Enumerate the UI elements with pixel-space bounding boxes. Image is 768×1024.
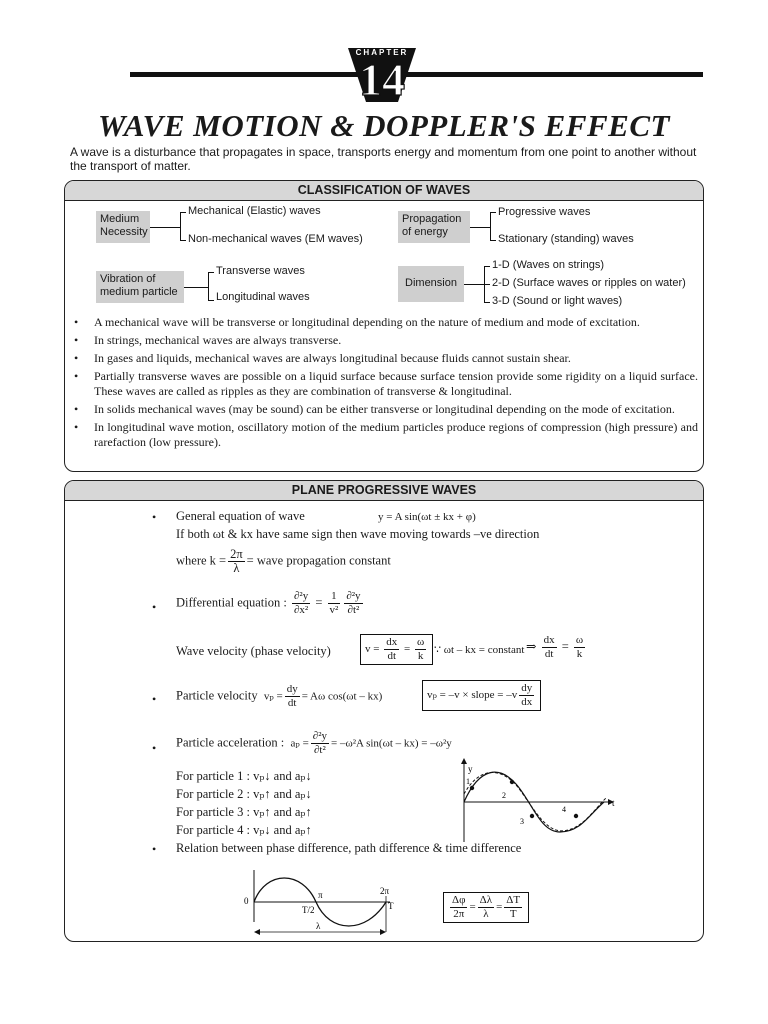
- graph-y-label: y: [468, 764, 473, 774]
- chapter-number: 14: [359, 54, 405, 105]
- particle-3-state: For particle 3 : vₚ↑ and aₚ↑: [176, 805, 312, 819]
- list-item: • In strings, mechanical waves are always transverse.: [70, 333, 698, 348]
- classification-heading: CLASSIFICATION OF WAVES: [65, 181, 703, 201]
- wave-velocity-label: Wave velocity (phase velocity): [176, 644, 331, 658]
- list-item: • In longitudinal wave motion, oscillatory motion of the medium particles produce regions of compression (high pressure) and rarefaction (low pressure).: [70, 420, 698, 450]
- non-mechanical-waves-label: Non-mechanical waves (EM waves): [188, 233, 363, 245]
- stationary-waves-label: Stationary (standing) waves: [498, 233, 634, 245]
- particle-2-state: For particle 2 : vₚ↑ and aₚ↓: [176, 787, 312, 801]
- k-definition: where k = $\frac{2\pi}{\lambda}$ = wave propagation constant: [176, 547, 391, 575]
- dimension-label: Dimension: [398, 266, 464, 302]
- medium-necessity-label: Medium Necessity: [96, 211, 150, 243]
- relation-box: $\frac{\Delta\varphi}{2\pi}$ = $\frac{\Delta\lambda}{\lambda}$ = $\frac{\Delta T}{T}$: [443, 892, 529, 923]
- list-item: • In gases and liquids, mechanical waves are always longitudinal because fluids cannot sustain shear.: [70, 351, 698, 366]
- relation-label: Relation between phase difference, path difference & time difference: [176, 841, 522, 855]
- transverse-waves-label: Transverse waves: [216, 265, 305, 277]
- vibration-label: Vibration of medium particle: [96, 271, 184, 303]
- same-sign-note: If both ωt & kx have same sign then wave moving towards –ve direction: [176, 527, 540, 541]
- intro-text: A wave is a disturbance that propagates in space, transports energy and momentum from one point to another without the transport of matter.: [70, 145, 697, 173]
- graph-point-3: 3: [520, 817, 524, 826]
- wave-velocity-box: v = $\frac{dx}{dt}$ = $\frac{\omega}{k}$: [360, 634, 433, 665]
- dx-dt-relation: ⇒ $\frac{dx}{dt}$ = $\frac{\omega}{k}$: [526, 634, 584, 660]
- particle-wave-graph: [456, 756, 620, 844]
- page-title: WAVE MOTION & DOPPLER'S EFFECT: [98, 108, 670, 143]
- particle-acceleration: Particle acceleration : aₚ = $\frac{\text{∂²y}}{\text{∂t²}}$ = –ω²A sin(ωt – kx) = –ω²y: [176, 730, 452, 756]
- particle-velocity: Particle velocity vₚ = $\frac{dy}{dt}$ = Aω cos(ωt – kx): [176, 683, 383, 709]
- list-item: • Partially transverse waves are possible on a liquid surface because surface tension provide some rigidity on a liquid surface. These waves are called as ripples as they are combination of transverse & longitudinal.: [70, 369, 698, 399]
- graph2-two-pi: 2π: [380, 886, 390, 896]
- differential-equation: Differential equation : $\frac{\text{∂²y}}{\text{∂x²}}$ = $\frac{1}{\text{v²}}$ $\frac{\text{∂²y}}{\text{∂t²}}$: [176, 590, 361, 616]
- classification-bullets: [70, 315, 698, 453]
- bullet-dot: •: [152, 510, 157, 524]
- graph-point-2: 2: [502, 791, 506, 800]
- dimension-3d-label: 3-D (Sound or light waves): [492, 295, 623, 307]
- graph-t-label: t: [612, 798, 615, 808]
- bullet-dot: •: [152, 741, 157, 755]
- dimension-2d-label: 2-D (Surface waves or ripples on water): [492, 277, 686, 289]
- particle-4-state: For particle 4 : vₚ↓ and aₚ↑: [176, 823, 312, 837]
- plane-waves-heading: PLANE PROGRESSIVE WAVES: [65, 481, 703, 501]
- mechanical-waves-label: Mechanical (Elastic) waves: [188, 205, 321, 217]
- graph2-t-half: T/2: [302, 905, 315, 915]
- bullet-dot: •: [152, 692, 157, 706]
- list-item: • In solids mechanical waves (may be sound) can be either transverse or longitudinal depending on the mode of excitation.: [70, 402, 698, 417]
- graph-point-1: 1: [466, 777, 470, 786]
- graph2-zero: 0: [244, 896, 249, 906]
- dimension-1d-label: 1-D (Waves on strings): [492, 259, 605, 271]
- general-eq: y = A sin(ωt ± kx + φ): [378, 511, 476, 523]
- bullet-dot: •: [152, 842, 157, 856]
- general-eq-label: General equation of wave: [176, 509, 305, 523]
- propagation-energy-label: Propagation of energy: [398, 211, 470, 243]
- particle-velocity-slope-box: vₚ = –v × slope = –v $\frac{dy}{dx}$: [422, 680, 541, 711]
- phase-path-time-graph: [240, 866, 410, 938]
- wave-velocity-constant: ∵ ωt – kx = constant: [434, 644, 525, 656]
- graph2-T: T: [388, 901, 394, 911]
- graph2-lambda: λ: [316, 921, 321, 931]
- particle-1-state: For particle 1 : vₚ↓ and aₚ↓: [176, 769, 312, 783]
- chapter-label: CHAPTER: [355, 48, 409, 57]
- progressive-waves-label: Progressive waves: [498, 206, 591, 218]
- graph-point-4: 4: [562, 805, 566, 814]
- list-item: • A mechanical wave will be transverse or longitudinal depending on the nature of medium and mode of excitation.: [70, 315, 698, 330]
- graph2-pi: π: [318, 890, 323, 900]
- longitudinal-waves-label: Longitudinal waves: [216, 291, 310, 303]
- bullet-dot: •: [152, 600, 157, 614]
